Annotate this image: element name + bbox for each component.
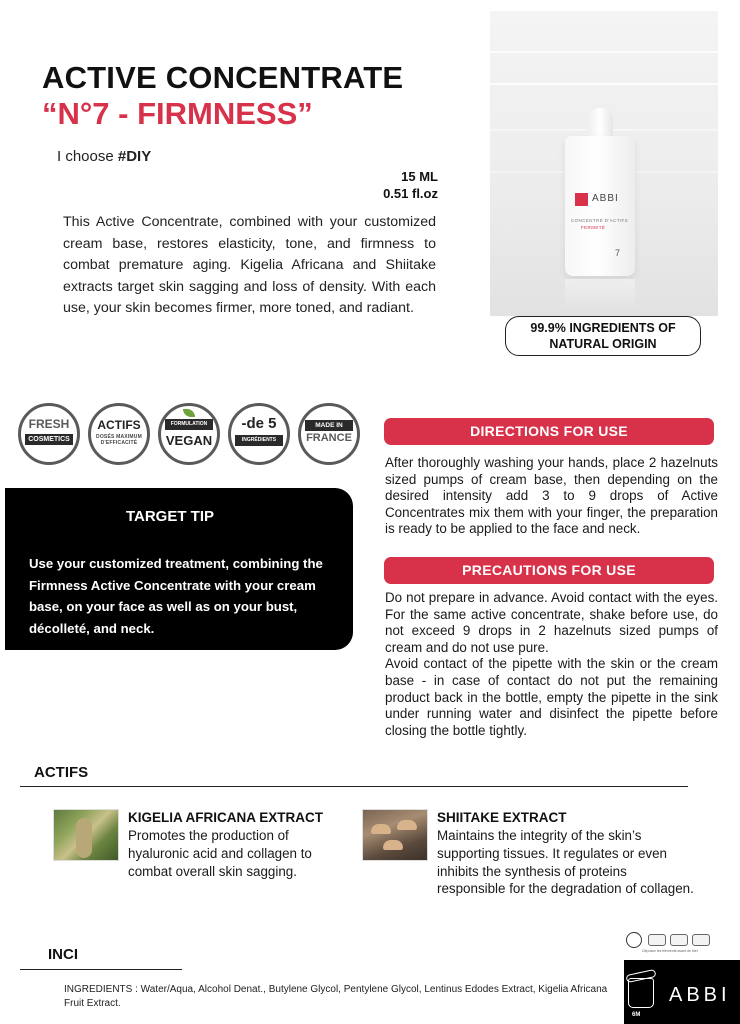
target-tip-panel	[5, 488, 353, 650]
actifs-title: ACTIFS	[34, 764, 89, 781]
inci-divider	[20, 969, 182, 970]
recycle-pill-icon	[648, 934, 666, 946]
less-than-5-ingredients-badge: -de 5 INGRÉDIENTS	[228, 403, 290, 465]
vegan-badge: FORMULATION VEGAN	[158, 403, 220, 465]
product-photo	[490, 11, 718, 316]
target-tip-title: TARGET TIP	[125, 508, 215, 525]
open-jar-icon	[628, 978, 654, 1008]
made-in-france-badge: MADE IN FRANCE	[298, 403, 360, 465]
directions-text	[385, 455, 718, 538]
leaf-icon	[183, 409, 195, 417]
inci-ingredients: INGREDIENTS : Water/Aqua, Alcohol Denat., Butylene Glycol, Pentylene Glycol, Lentinus Edodes Extract, Kigelia Africana Fruit Extract.	[64, 984, 608, 1009]
actifs-badge: ACTIFS DOSÉS MAXIMUM D'EFFICACITÉ	[88, 403, 150, 465]
serum-bottle	[565, 136, 635, 276]
triman-icon	[626, 932, 642, 948]
product-title: ACTIVE CONCENTRATE	[42, 60, 404, 95]
directions-paragraph: After thoroughly washing your hands, place 2 hazelnuts sized pumps of cream base, then depending on the desired intensity add 3 to 9 drops of Active Concentrates mix them with your finger, the preparation is ready to be applied to the face and neck.	[385, 455, 718, 537]
ingredient-desc-kigelia: Promotes the production of hyaluronic acid and collagen to combat overall skin sagging.	[128, 828, 312, 879]
precautions-text	[385, 590, 718, 739]
kigelia-image	[53, 809, 119, 861]
volume-floz: 0.51 fl.oz	[383, 186, 438, 201]
natural-origin-badge	[505, 316, 701, 356]
actifs-divider	[20, 786, 688, 787]
pao-label: 6M	[632, 1012, 641, 1018]
recycle-pill-icon-2	[692, 934, 710, 946]
natural-badge-line-1: 99.9% INGREDIENTS OF	[530, 321, 676, 335]
brand-footer	[624, 960, 740, 1024]
recycling-fine-print: Déposez les éléments avant de trier	[642, 949, 698, 953]
volume-block	[300, 168, 438, 202]
product-description: This Active Concentrate, combined with your customized cream base, restores elasticity, tone, and firmness to combat premature aging. Kigelia Africana and Shiitake extracts target skin sagging and loss of density. With each use, your skin becomes firmer, more toned, and radiant.	[63, 214, 436, 316]
product-subtitle: “N°7 - FIRMNESS”	[42, 96, 313, 131]
precautions-paragraph-1: Do not prepare in advance. Avoid contact with the eyes. For the same active concentrate, shake before use, do not exceed 9 drops in 2 hazelnuts sized pumps of cream and do not use pure.	[385, 590, 718, 655]
bottle-number: 7	[615, 248, 621, 258]
inci-title: INCI	[48, 946, 78, 963]
bottle-line-1: CONCENTRÉ D'ACTIFS	[571, 218, 629, 223]
precautions-header: PRECAUTIONS FOR USE	[384, 557, 714, 584]
bottle-brand: ABBI	[592, 193, 619, 204]
recycling-info	[626, 930, 714, 954]
directions-header: DIRECTIONS FOR USE	[384, 418, 714, 445]
recycle-bin-icon	[670, 934, 688, 946]
choose-line	[57, 148, 151, 165]
natural-badge-line-2: NATURAL ORIGIN	[549, 337, 657, 351]
ingredient-name-shiitake: SHIITAKE EXTRACT	[437, 810, 567, 825]
bottle-line-2: FERMETÉ	[581, 225, 606, 230]
bottle-reflection	[565, 279, 635, 309]
diy-tag: #DIY	[117, 148, 152, 165]
ingredient-desc-shiitake: Maintains the integrity of the skin’s supporting tissues. It regulates or even inhibits the synthesis of proteins responsible for the degradation of collagen.	[437, 828, 694, 897]
choose-prefix: I choose	[57, 148, 118, 165]
fresh-cosmetics-badge: FRESH COSMETICS	[18, 403, 80, 465]
target-tip-text: Use your customized treatment, combining the Firmness Active Concentrate with your cream base, on your face as well as on your bust, décolleté, and neck.	[29, 556, 323, 636]
precautions-paragraph-2: Avoid contact of the pipette with the skin or the cream base - in case of contact do not put the remaining product back in the bottle, empty the pipette in the sink under running water and disinfect the pipette before closing the bottle tightly.	[385, 656, 718, 738]
brand-square-icon	[575, 193, 588, 206]
volume-ml: 15 ML	[401, 169, 438, 184]
ingredient-name-kigelia: KIGELIA AFRICANA EXTRACT	[128, 810, 323, 825]
shiitake-image	[362, 809, 428, 861]
brand-logo: ABBI	[669, 984, 731, 1006]
certification-labels	[18, 403, 360, 461]
